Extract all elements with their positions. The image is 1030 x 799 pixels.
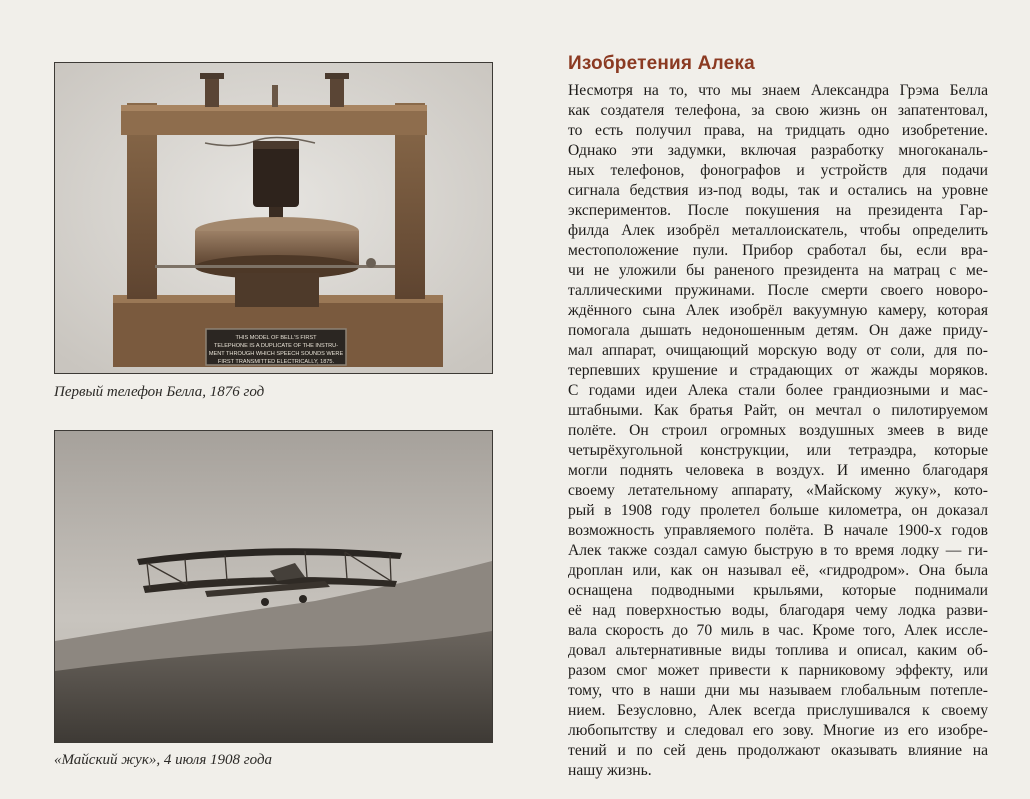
article-line: как создателя телефона, за свою жизнь он запатентовал, [568, 102, 988, 119]
article-line: довал альтернативные виды топлива и описал, каким об- [568, 642, 988, 659]
airplane-photo [54, 430, 493, 743]
article-line: экспериментов. После покушения на президента Гар- [568, 202, 988, 219]
article-line: Однако эти задумки, включая разработку многоканаль- [568, 142, 988, 159]
article-line: Несмотря на то, что мы знаем Александра Грэма Белла [568, 82, 988, 99]
telephone-caption: Первый телефон Белла, 1876 год [54, 384, 265, 400]
article-line: ных телефонов, фонографов и устройств для подачи [568, 162, 988, 179]
article-heading: Изобретения Алека [568, 53, 755, 74]
article-line: тому, что в наши дни мы называем глобальным потепле- [568, 682, 988, 699]
article-line: ждённого сына Алек изобрёл вакуумную камеру, которая [568, 302, 988, 319]
article-body [568, 81, 988, 781]
article-line: возможность управляемого полёта. В начале 1900-х годов [568, 522, 988, 539]
article-line: нашу жизнь. [568, 762, 652, 779]
article-line: филда Алек изобрёл металлоискатель, чтобы определить [568, 222, 988, 239]
plaque-line-2: TELEPHONE IS A DUPLICATE OF THE INSTRU- [213, 343, 339, 349]
article-line: сигнала бедствия из-под воды, так и остались на уровне [568, 182, 988, 199]
article-line: своему летательному аппарату, «Майскому жуку», кото- [568, 482, 988, 499]
article-line: рый в 1908 году пролетел больше километра, он доказал [568, 502, 988, 519]
article-line: таллическими пружинами. После смерти своего новоро- [568, 282, 988, 299]
article-line: мал аппарат, очищающий морскую воду от соли, для по- [568, 342, 988, 359]
article-line: терпевших крушение и страдающих от жажды моряков. [568, 362, 988, 379]
article-line: дроплан или, как он называл её, «гидродром». Она была [568, 562, 988, 579]
article-line: оснащена подводными крыльями, которые поднимали [568, 582, 988, 599]
article-line: помогала дышать недоношенным детям. Он даже приду- [568, 322, 988, 339]
article-line: её над поверхностью воды, благодаря чему лодка разви- [568, 602, 988, 619]
article-line: чи не уложили бы раненого президента на матрац с ме- [568, 262, 988, 279]
airplane-illustration [55, 431, 492, 742]
article-line: С годами идеи Алека стали более грандиозными и мас- [568, 382, 988, 399]
telephone-photo [54, 62, 493, 374]
article-line: то есть получил права, на тридцать одно изобретение. [568, 122, 988, 139]
article-line: Алек также создал самую быструю в то время лодку — ги- [568, 542, 988, 559]
article-line: нием. Безусловно, Алек всегда прислушивался к своему [568, 702, 988, 719]
plaque-line-3: MENT THROUGH WHICH SPEECH SOUNDS WERE [208, 351, 344, 357]
article-line: любопытству и следовал его зову. Многие из его изобре- [568, 722, 988, 739]
article-line: штабными. Как братья Райт, он мечтал о пилотируемом [568, 402, 988, 419]
article-line: четырёхугольной конструкции, или тетраэдра, которые [568, 442, 988, 459]
telephone-illustration [55, 63, 492, 373]
article-line: полёте. Он строил огромных воздушных змеев в виде [568, 422, 988, 439]
article-line: могли поднять человека в воздух. И именно благодаря [568, 462, 988, 479]
plaque-line-1: THIS MODEL OF BELL'S FIRST [235, 335, 317, 341]
article-line: местоположение пули. Прибор сработал бы, если вра- [568, 242, 988, 259]
article-line: тений и по сей день продолжают оказывать влияние на [568, 742, 988, 759]
airplane-caption: «Майский жук», 4 июля 1908 года [54, 752, 273, 768]
plaque-line-4: FIRST TRANSMITTED ELECTRICALLY, 1875. [217, 359, 335, 365]
article-line: разом смог может привести к парниковому эффекту, или [568, 662, 988, 679]
article-line: вала скорость до 70 миль в час. Кроме того, Алек иссле- [568, 622, 988, 639]
